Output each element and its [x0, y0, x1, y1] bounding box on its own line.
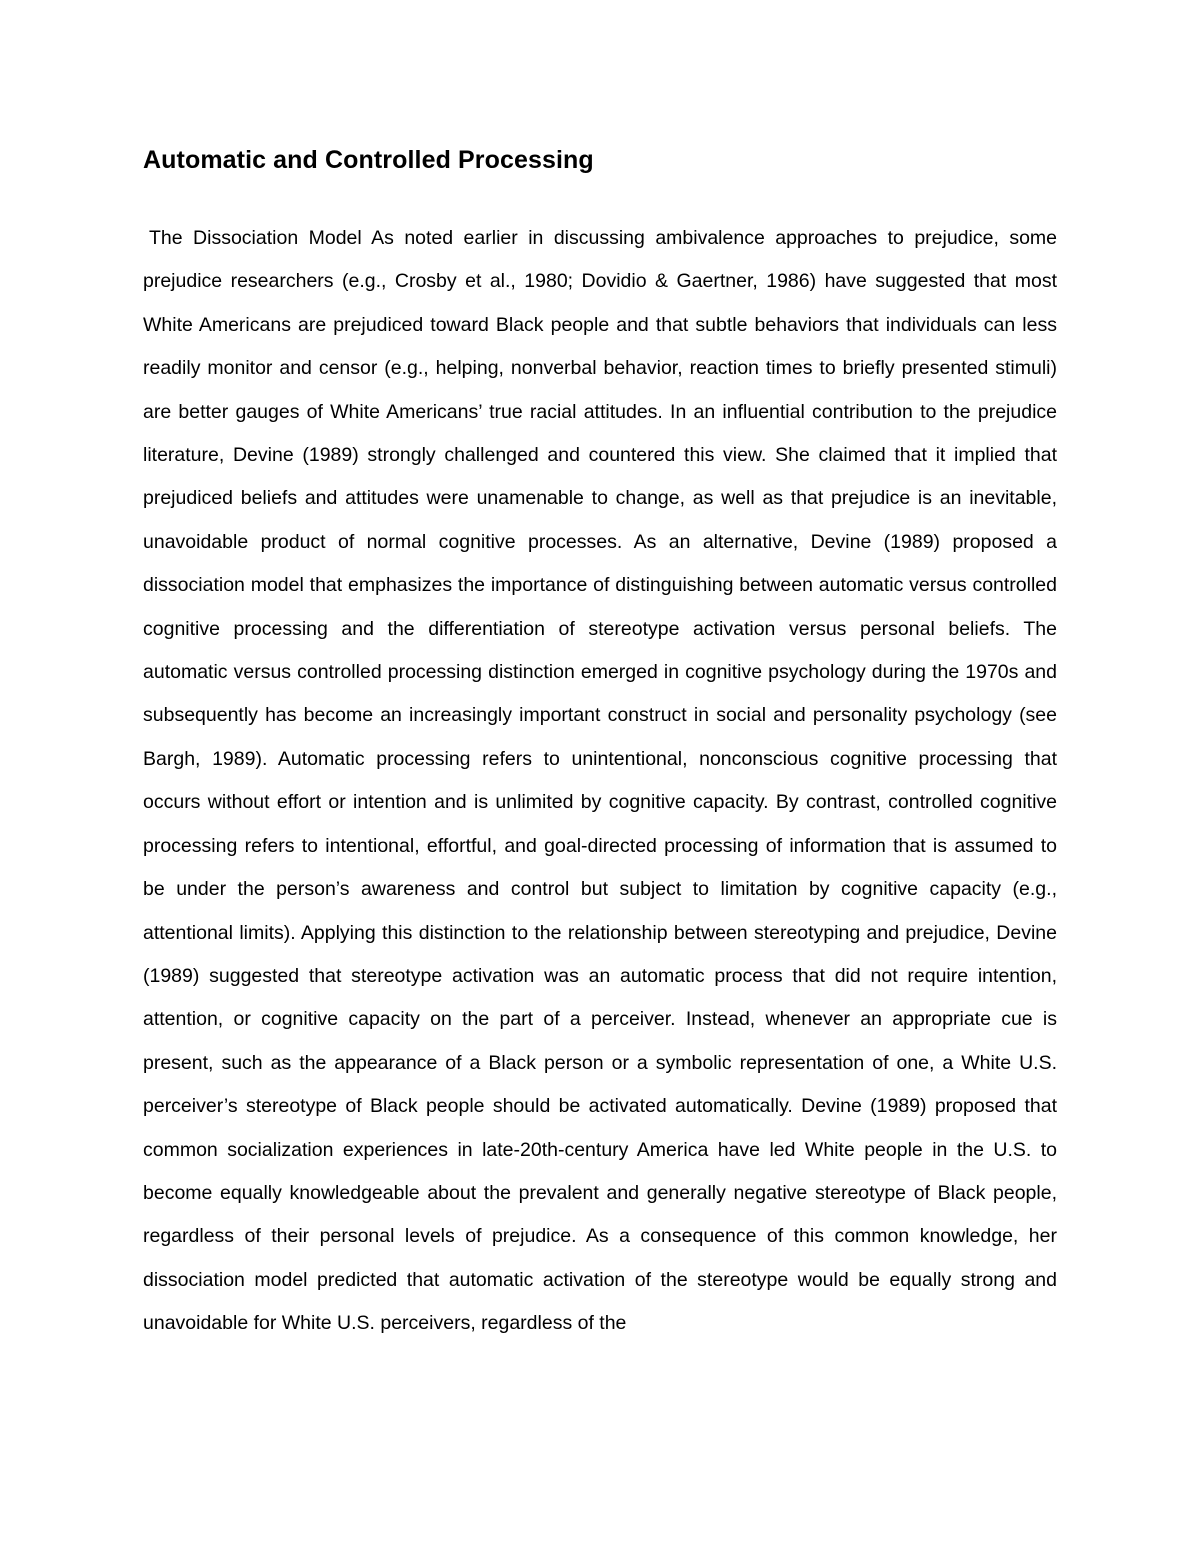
- page-title: Automatic and Controlled Processing: [143, 146, 594, 174]
- body-paragraph: The Dissociation Model As noted earlier in discussing ambivalence approaches to prejudice, some prejudice researchers (e.g., Crosby et al., 1980; Dovidio & Gaertner, 1986) have suggested that most White Americans are prejudiced toward Black people and that subtle behaviors that individuals can less readily monitor and censor (e.g., helping, nonverbal behavior, reaction times to briefly presented stimuli) are better gauges of White Americans’ true racial attitudes. In an influential contribution to the prejudice literature, Devine (1989) strongly challenged and countered this view. She claimed that it implied that prejudiced beliefs and attitudes were unamenable to change, as well as that prejudice is an inevitable, unavoidable product of normal cognitive processes. As an alternative, Devine (1989) proposed a dissociation model that emphasizes the importance of distinguishing between automatic versus controlled cognitive processing and the differentiation of stereotype activation versus personal beliefs. The automatic versus controlled processing distinction emerged in cognitive psychology during the 1970s and subsequently has become an increasingly important construct in social and personality psychology (see Bargh, 1989). Automatic processing refers to unintentional, nonconscious cognitive processing that occurs without effort or intention and is unlimited by cognitive capacity. By contrast, controlled cognitive processing refers to intentional, effortful, and goal-directed processing of information that is assumed to be under the person’s awareness and control but subject to limitation by cognitive capacity (e.g., attentional limits). Applying this distinction to the relationship between stereotyping and prejudice, Devine (1989) suggested that stereotype activation was an automatic process that did not require intention, attention, or cognitive capacity on the part of a perceiver. Instead, whenever an appropriate cue is present, such as the appearance of a Black person or a symbolic representation of one, a White U.S. perceiver’s stereotype of Black people should be activated automatically. Devine (1989) proposed that common socialization experiences in late-20th-century America have led White people in the U.S. to become equally knowledgeable about the prevalent and generally negative stereotype of Black people, regardless of their personal levels of prejudice. As a consequence of this common knowledge, her dissociation model predicted that automatic activation of the stereotype would be equally strong and unavoidable for White U.S. perceivers, regardless of the: [143, 227, 1057, 1335]
